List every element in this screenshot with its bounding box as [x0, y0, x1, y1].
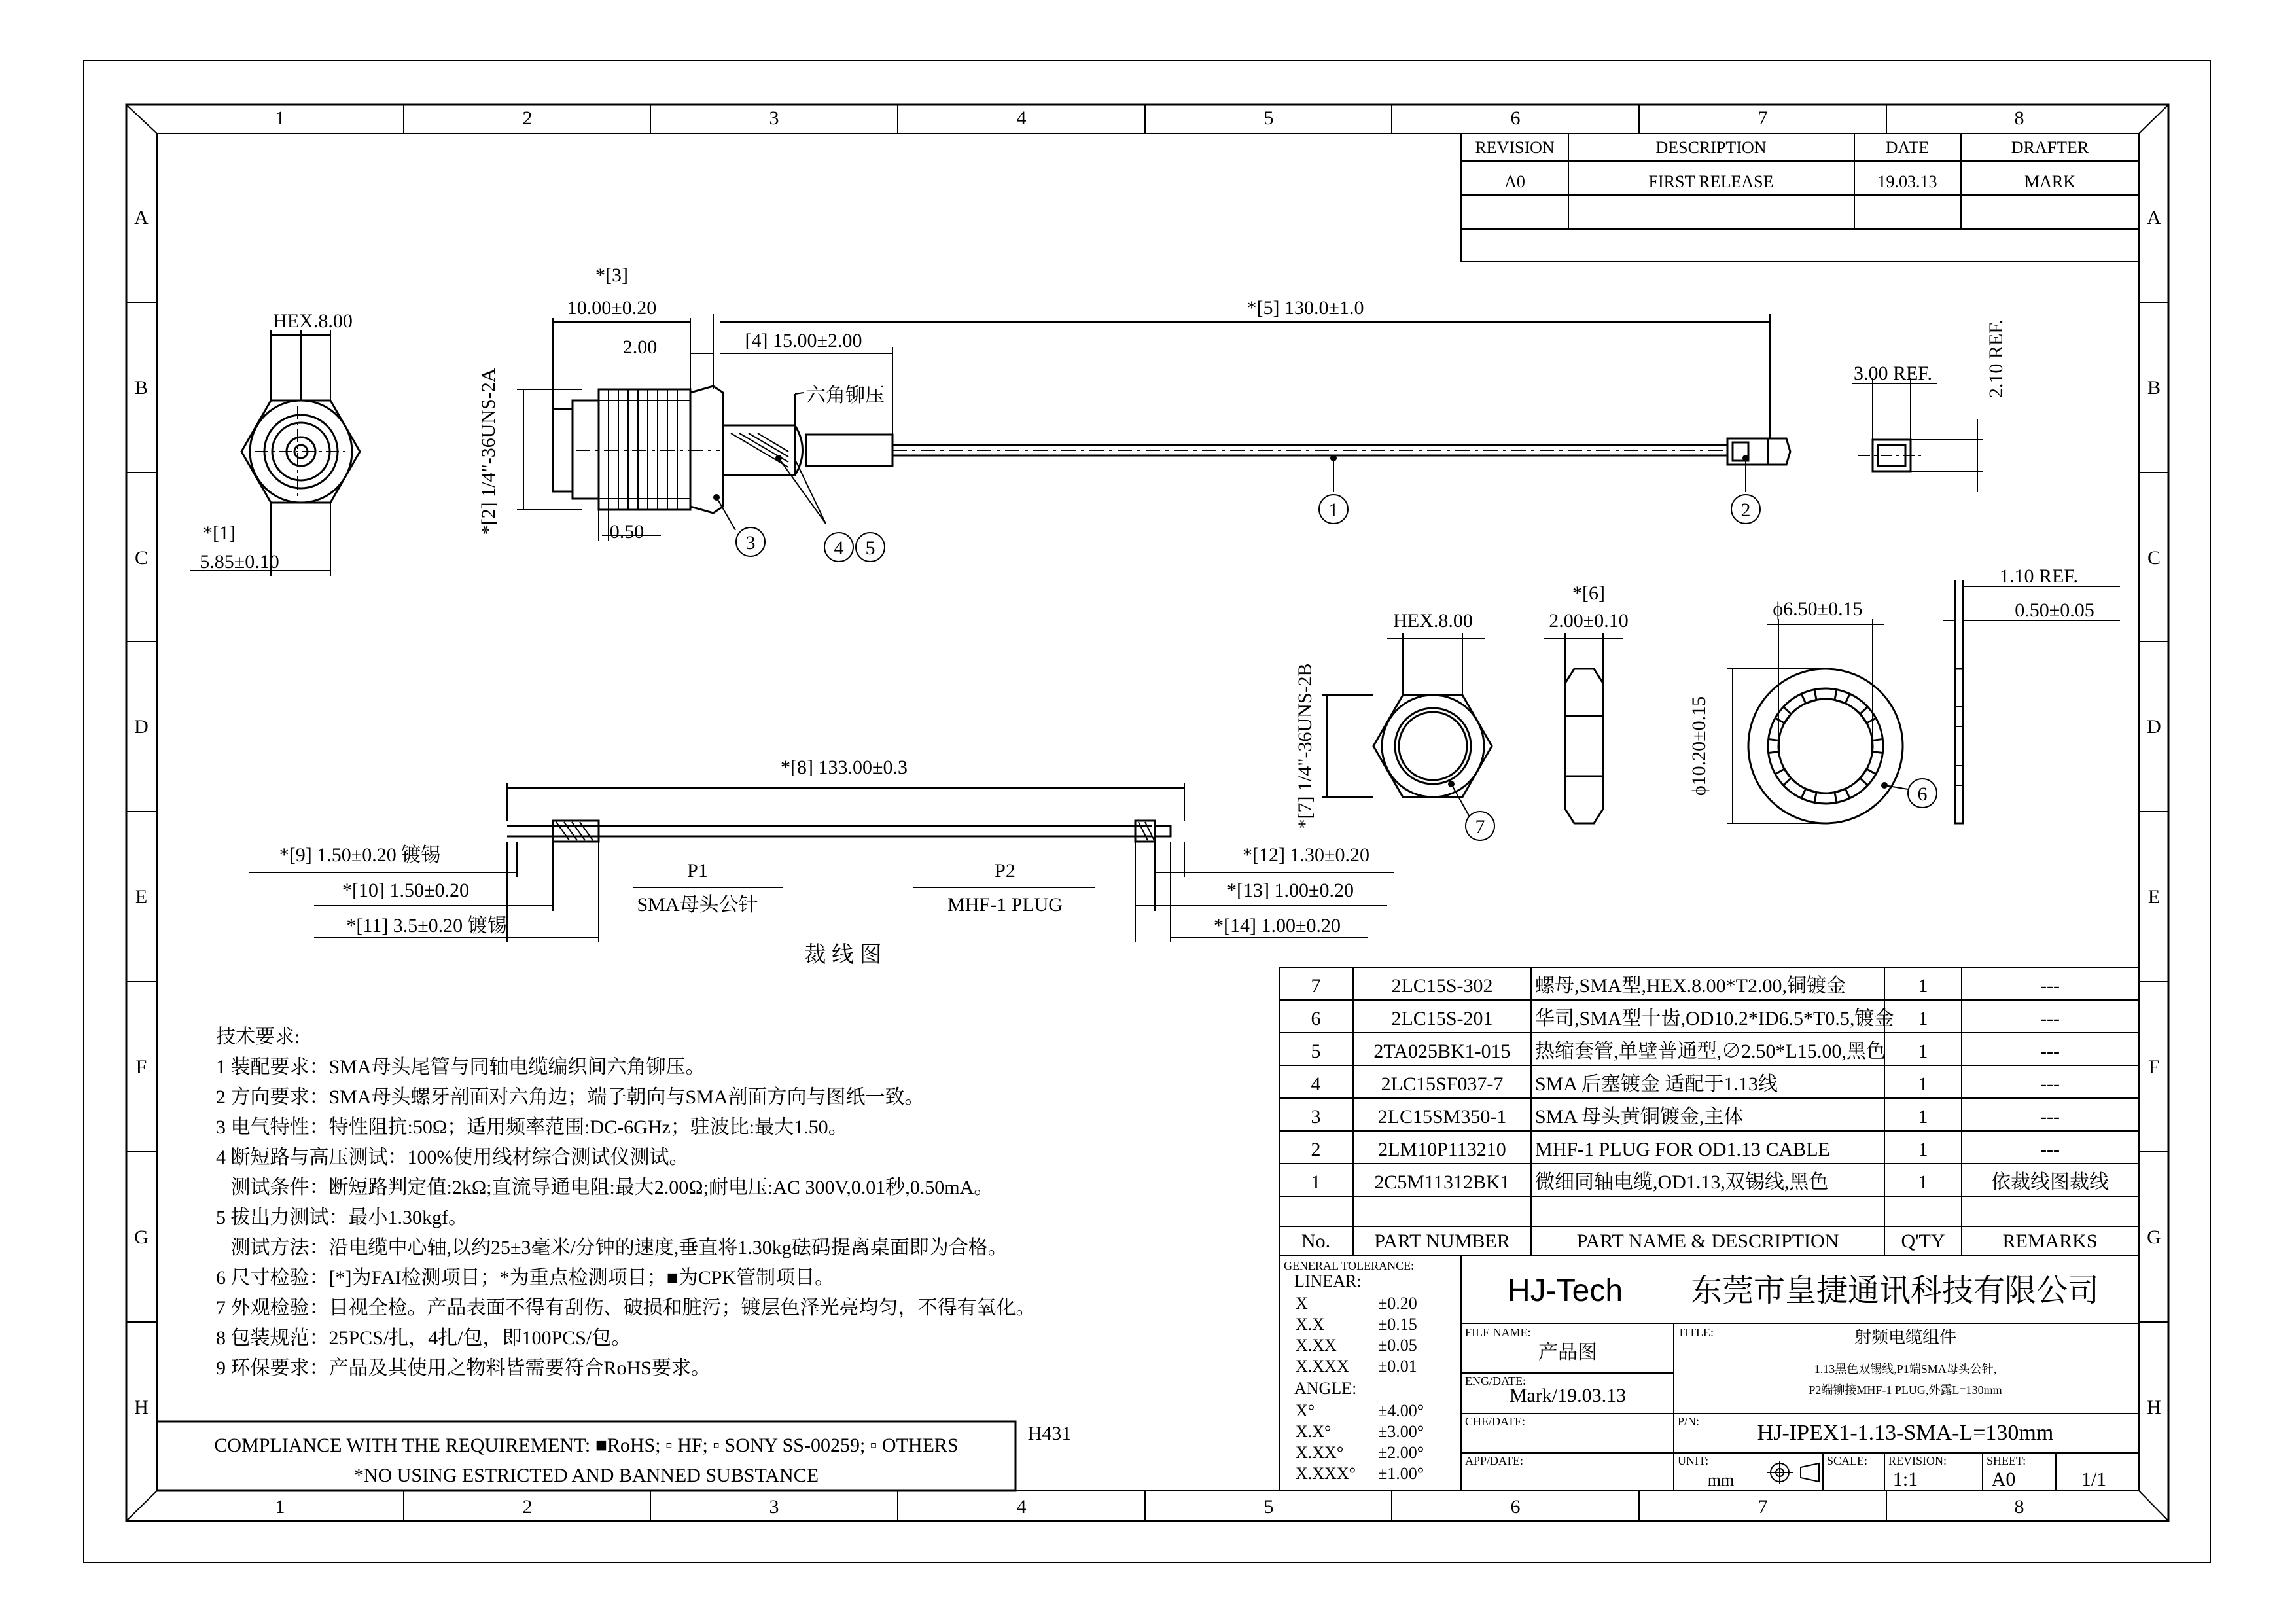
bom-cell: SMA 后塞镀金 适配于1.13线	[1535, 1073, 1778, 1095]
field-label: APP/DATE:	[1465, 1454, 1524, 1467]
bom-cell: 1	[1918, 1008, 1928, 1029]
leader-dot	[1330, 455, 1337, 461]
bom-cell: 2LC15S-201	[1391, 1008, 1493, 1029]
dim1-value: 5.85±0.10	[200, 551, 279, 573]
dim6-tag: *[6]	[1572, 582, 1605, 604]
bom-header: PART NAME & DESCRIPTION	[1576, 1230, 1839, 1252]
dim11-value: *[11] 3.5±0.20 镀锡	[346, 915, 507, 936]
revision-table	[1461, 134, 2139, 262]
unit-value: mm	[1707, 1471, 1735, 1489]
bom-cell: 依裁线图裁线	[1991, 1171, 2109, 1193]
tolerance-value: ±0.15	[1378, 1315, 1417, 1334]
balloon-4: 4	[834, 537, 844, 559]
revision-cell: A0	[1504, 172, 1525, 191]
part-number: HJ-IPEX1-1.13-SMA-L=130mm	[1757, 1421, 2054, 1445]
washer-tooth	[1769, 740, 1779, 753]
bom-cell: ---	[2040, 1139, 2060, 1160]
angle-label: ANGLE:	[1294, 1379, 1357, 1398]
bom-cell: 2LC15S-302	[1391, 975, 1493, 997]
tolerance-value: ±0.20	[1378, 1294, 1417, 1313]
bom-cell: 7	[1311, 975, 1321, 997]
dim3-tag: *[3]	[595, 264, 628, 286]
note-line: 5 拔出力测试：最小1.30kgf。	[216, 1207, 468, 1228]
note-line: 测试条件：断短路判定值:2kΩ;直流导通电阻:最大2.00Ω;耐电压:AC 300V,0.01秒,0.50mA。	[216, 1177, 994, 1198]
zone-row-right: B	[2147, 377, 2161, 399]
zone-col-top: 7	[1757, 107, 1768, 129]
side-view	[478, 264, 1790, 562]
note-line: 测试方法：沿电缆中心轴,以约25±3毫米/分钟的速度,垂直将1.30kg砝码提离桌面即为合格。	[216, 1237, 1008, 1258]
eng-date: Mark/19.03.13	[1509, 1385, 1627, 1406]
brand-name: HJ-Tech	[1507, 1274, 1623, 1308]
balloon-6: 6	[1917, 783, 1928, 805]
bom-cell: 2LC15SM350-1	[1377, 1106, 1507, 1128]
zone-row-left: C	[134, 547, 149, 569]
bom-cell: 1	[1918, 1073, 1928, 1095]
tolerance-value: ±2.00°	[1378, 1443, 1424, 1462]
bom-cell: 1	[1918, 1041, 1928, 1062]
title-line: P2端铆接MHF-1 PLUG,外露L=130mm	[1809, 1383, 2002, 1397]
leader-dot	[1881, 782, 1888, 789]
bom-cell: 1	[1918, 975, 1928, 997]
balloon-5: 5	[865, 537, 875, 559]
front-view	[190, 310, 360, 576]
bom-cell: 螺母,SMA型,HEX.8.00*T2.00,铜镀金	[1535, 975, 1846, 997]
dim5-value: *[5] 130.0±1.0	[1246, 297, 1364, 319]
dim-2: 2.00	[622, 336, 658, 358]
zone-col-bottom: 8	[2014, 1496, 2024, 1518]
zone-col-top: 4	[1016, 107, 1027, 129]
leader-dot	[1448, 781, 1455, 787]
balloon-1: 1	[1328, 499, 1339, 521]
note-line: 1 装配要求：SMA母头尾管与同轴电缆编织间六角铆压。	[216, 1056, 705, 1078]
dim10-value: *[10] 1.50±0.20	[342, 880, 469, 901]
bom-cell: 华司,SMA型十齿,OD10.2*ID6.5*T0.5,镀金	[1535, 1008, 1894, 1029]
field-label: REVISION:	[1888, 1454, 1947, 1467]
leader-dot	[775, 455, 782, 461]
tolerance-value: ±3.00°	[1378, 1422, 1424, 1441]
revision-header: REVISION	[1475, 138, 1555, 157]
bom-cell: 5	[1311, 1041, 1321, 1062]
bom-cell: ---	[2040, 975, 2060, 997]
dim8-value: *[8] 133.00±0.3	[781, 757, 908, 778]
zone-col-top: 1	[275, 107, 285, 129]
note-line: 8 包装规范：25PCS/扎，4扎/包，即100PCS/包。	[216, 1327, 631, 1349]
nut-hex-label: HEX.8.00	[1393, 610, 1473, 632]
compliance-box	[157, 1421, 1071, 1491]
title-block	[1279, 1255, 2139, 1491]
p1-label: P1	[687, 860, 708, 882]
plug-detail	[1852, 319, 2007, 492]
technical-notes	[216, 1026, 1036, 1379]
projection-symbol-icon	[1767, 1461, 1819, 1484]
bom-cell: 2LC15SF037-7	[1381, 1073, 1504, 1095]
tolerance-key: X.X	[1296, 1315, 1325, 1334]
bom-cell: ---	[2040, 1008, 2060, 1029]
dim9-value: *[9] 1.50±0.20 镀锡	[279, 844, 441, 866]
zone-col-top: 2	[522, 107, 533, 129]
washer-view	[1688, 565, 2120, 823]
revision-header: DATE	[1885, 138, 1930, 157]
bom-header: PART NUMBER	[1374, 1230, 1510, 1252]
cut-drawing	[249, 757, 1394, 967]
bom-cell: ---	[2040, 1041, 2060, 1062]
tolerance-value: ±0.01	[1378, 1357, 1417, 1376]
bom-cell: 2LM10P113210	[1378, 1139, 1506, 1160]
bom-cell: 1	[1918, 1106, 1928, 1128]
file-name: 产品图	[1538, 1342, 1597, 1363]
note-line: 2 方向要求：SMA母头螺牙剖面对六角边；端子朝向与SMA剖面方向与图纸一致。	[216, 1086, 925, 1108]
washer-ref-110: 1.10 REF.	[1999, 565, 2079, 587]
note-line: 9 环保要求：产品及其使用之物料皆需要符合RoHS要求。	[216, 1357, 711, 1379]
note-line: 6 尺寸检验：[*]为FAI检测项目；*为重点检测项目；■为CPK管制项目。	[216, 1267, 835, 1289]
dim13-value: *[13] 1.00±0.20	[1227, 880, 1354, 901]
dim4-value: [4] 15.00±2.00	[745, 330, 862, 351]
bom-cell: 1	[1918, 1171, 1928, 1193]
compliance-code: H431	[1027, 1423, 1072, 1444]
leader-dot	[1742, 455, 1749, 461]
bom-cell: 微细同轴电缆,OD1.13,双锡线,黑色	[1535, 1171, 1829, 1193]
note-line: 7 外观检验：目视全检。产品表面不得有刮伤、破损和脏污；镀层色泽光亮均匀，不得有氧化。	[216, 1297, 1036, 1319]
washer-od-label: ϕ6.50±0.15	[1773, 598, 1863, 620]
zone-row-left: D	[134, 716, 149, 738]
linear-label: LINEAR:	[1294, 1272, 1362, 1291]
field-label: TITLE:	[1678, 1326, 1714, 1339]
zone-col-bottom: 3	[769, 1496, 779, 1518]
tolerance-key: X.XX	[1296, 1336, 1337, 1355]
zone-col-bottom: 4	[1016, 1496, 1027, 1518]
zone-row-left: H	[134, 1397, 149, 1418]
leader-dot	[713, 494, 720, 501]
dim12-value: *[12] 1.30±0.20	[1243, 844, 1369, 866]
zone-row-left: B	[134, 377, 149, 399]
bom-cell: 6	[1311, 1008, 1321, 1029]
tolerance-key: X.XX°	[1296, 1443, 1344, 1462]
bom-cell: ---	[2040, 1073, 2060, 1095]
revision-header: DRAFTER	[2011, 138, 2089, 157]
revision-header: DESCRIPTION	[1655, 138, 1767, 157]
compliance-line-2: *NO USING ESTRICTED AND BANNED SUBSTANCE	[353, 1465, 819, 1486]
field-label: SCALE:	[1827, 1454, 1868, 1467]
bom-header: REMARKS	[2002, 1230, 2098, 1252]
note-line: 4 断短路与高压测试：100%使用线材综合测试仪测试。	[216, 1147, 689, 1168]
zone-row-right: A	[2147, 207, 2161, 228]
bom-cell: 2	[1311, 1139, 1321, 1160]
cut-caption: 裁 线 图	[804, 943, 882, 967]
zone-row-left: G	[134, 1226, 149, 1248]
zone-row-right: D	[2147, 716, 2161, 738]
plug-ref-300: 3.00 REF.	[1853, 363, 1933, 384]
balloon-2: 2	[1740, 499, 1751, 521]
sheet-value: 1/1	[2081, 1469, 2107, 1490]
zone-row-left: E	[135, 886, 148, 908]
revision-cell: 19.03.13	[1877, 172, 1937, 191]
tolerance-title: GENERAL TOLERANCE:	[1284, 1259, 1415, 1272]
bom-table	[1279, 967, 2139, 1255]
bom-header: Q'TY	[1901, 1230, 1945, 1252]
dim1-tag: *[1]	[203, 522, 236, 544]
zone-col-bottom: 7	[1757, 1496, 1768, 1518]
balloon-3: 3	[745, 532, 756, 554]
zone-row-right: F	[2148, 1056, 2160, 1078]
note-line: 3 电气特性：特性阻抗:50Ω；适用频率范围:DC-6GHz；驻波比:最大1.50。	[216, 1116, 848, 1138]
bom-cell: SMA 母头黄铜镀金,主体	[1535, 1106, 1744, 1128]
zone-col-top: 8	[2014, 107, 2024, 129]
dim14-value: *[14] 1.00±0.20	[1214, 915, 1341, 936]
washer-dia-label: ϕ10.20±0.15	[1688, 696, 1710, 796]
field-label: CHE/DATE:	[1465, 1415, 1525, 1428]
p1-desc: SMA母头公针	[637, 894, 758, 916]
p2-label: P2	[995, 860, 1016, 882]
field-label: UNIT:	[1678, 1454, 1709, 1467]
bom-cell: 热缩套管,单壁普通型,∅2.50*L15.00,黑色	[1535, 1041, 1886, 1062]
tolerance-key: X.X°	[1296, 1422, 1332, 1441]
zone-row-right: E	[2147, 886, 2161, 908]
field-label: SHEET:	[1987, 1454, 2026, 1467]
revision-cell: MARK	[2024, 172, 2076, 191]
revision-cell: FIRST RELEASE	[1648, 172, 1774, 191]
title-line: 射频电缆组件	[1854, 1328, 1957, 1347]
balloon-7: 7	[1475, 816, 1485, 838]
bom-cell: ---	[2040, 1106, 2060, 1128]
plug-ref-210: 2.10 REF.	[1985, 319, 2007, 399]
title-line: 1.13黑色双锡线,P1端SMA母头公针,	[1814, 1363, 1997, 1376]
tolerance-key: X.XXX°	[1296, 1464, 1356, 1483]
front-hex-label: HEX.8.00	[273, 310, 353, 332]
tolerance-key: X	[1296, 1294, 1308, 1313]
dim3-value: 10.00±0.20	[567, 297, 657, 319]
field-label: FILE NAME:	[1465, 1326, 1531, 1339]
thread-2b-label: *[7] 1/4"-36UNS-2B	[1294, 663, 1316, 829]
zone-row-left: F	[135, 1056, 147, 1078]
dim6-value: 2.00±0.10	[1549, 610, 1629, 632]
bom-cell: 2TA025BK1-015	[1373, 1041, 1511, 1062]
zone-col-top: 3	[769, 107, 779, 129]
nut-view	[1294, 582, 1629, 840]
zone-row-left: A	[134, 207, 149, 228]
field-label: ENG/DATE:	[1465, 1374, 1526, 1387]
zone-col-bottom: 1	[275, 1496, 285, 1518]
tolerance-value: ±4.00°	[1378, 1401, 1424, 1420]
zone-col-bottom: 2	[522, 1496, 533, 1518]
dim-050: 0.50	[609, 521, 645, 543]
company-name: 东莞市皇捷通讯科技有限公司	[1690, 1274, 2100, 1308]
bom-cell: 4	[1311, 1073, 1321, 1095]
bom-cell: 3	[1311, 1106, 1321, 1128]
zone-col-top: 5	[1263, 107, 1274, 129]
bom-cell: 2C5M11312BK1	[1374, 1171, 1510, 1193]
tolerance-value: ±0.05	[1378, 1336, 1417, 1355]
bom-header: No.	[1301, 1230, 1331, 1252]
crimp-label: 六角铆压	[806, 385, 885, 406]
bom-cell: 1	[1311, 1171, 1321, 1193]
washer-tooth	[1873, 740, 1883, 753]
zone-col-bottom: 5	[1263, 1496, 1274, 1518]
notes-title: 技术要求:	[216, 1026, 300, 1048]
field-label: P/N:	[1678, 1415, 1700, 1428]
tolerance-key: X°	[1296, 1401, 1315, 1420]
washer-thickness: 0.50±0.05	[2015, 599, 2094, 621]
tolerance-key: X.XXX	[1296, 1357, 1349, 1376]
tolerance-value: ±1.00°	[1378, 1464, 1424, 1483]
p2-desc: MHF-1 PLUG	[947, 894, 1063, 916]
zone-col-bottom: 6	[1510, 1496, 1521, 1518]
zone-row-right: G	[2147, 1226, 2161, 1248]
thread-2a-label: *[2] 1/4"-36UNS-2A	[478, 368, 499, 535]
zone-col-top: 6	[1510, 107, 1521, 129]
compliance-line-1: COMPLIANCE WITH THE REQUIREMENT: ■RoHS; ▫ HF; ▫ SONY SS-00259; ▫ OTHERS	[214, 1435, 959, 1456]
revision-value: A0	[1991, 1469, 2016, 1490]
bom-cell: 1	[1918, 1139, 1928, 1160]
zone-row-right: C	[2147, 547, 2161, 569]
bom-cell: MHF-1 PLUG FOR OD1.13 CABLE	[1535, 1139, 1830, 1160]
scale-value: 1:1	[1892, 1469, 1918, 1490]
zone-row-right: H	[2147, 1397, 2161, 1418]
